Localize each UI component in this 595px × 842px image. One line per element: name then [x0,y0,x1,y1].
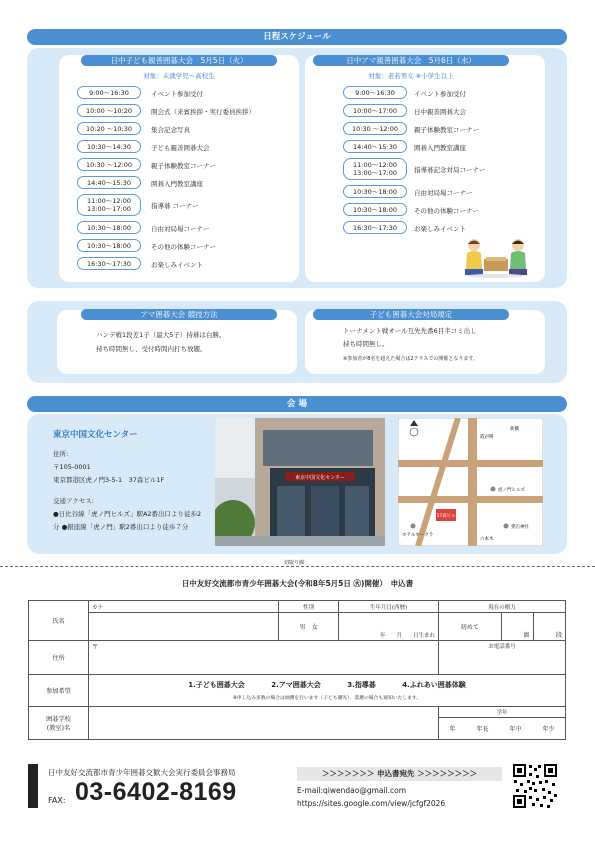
kids-target: 対象：未就学児〜高校生 [143,72,215,80]
school-field[interactable] [89,707,439,740]
fax-label: FAX: [48,796,66,805]
schedule-banner: 日程スケジュール [27,29,567,45]
time-slot: 10:30 〜12:00 [77,158,141,171]
grade-junior-kindergarten[interactable]: 年少 [542,726,555,733]
grade-options[interactable] [439,718,566,740]
event-name: 日中親善囲碁大会 [414,107,466,116]
time-slot: 14:40〜15:30 [343,140,407,153]
address-field[interactable] [89,641,439,675]
footer-accent-bar [28,764,38,808]
event-name: お楽しみイベント [414,224,466,233]
map-kasumigaseki-label: 霞が関 [480,435,494,440]
website-url[interactable]: https://sites.google.com/view/jcfgf2026 [297,799,446,808]
birth-label: 生年月日(西暦) [339,601,439,613]
form-title: 日中友好交流都市青少年囲碁大会(令和8年5月5日 ㊋)開催） 申込書 [181,579,414,588]
event-name: 囲碁入門教室講座 [151,179,203,188]
option-teaching-game[interactable]: 3.指導碁 [347,681,376,689]
strength-first[interactable]: 初めて [439,613,502,641]
cut-line-label: 切取り線 [281,559,307,566]
amateur-target: 対象：老若男女 ※小学生以上 [368,72,454,80]
time-slot: 9:00〜16:30 [77,86,141,99]
strength-kyu[interactable]: 級 [501,613,533,641]
option-go-experience[interactable]: 4.ふれあい囲碁体験 [402,681,466,689]
option-kids-tournament[interactable]: 1.子ども囲碁大会 [188,681,245,689]
access-map [398,418,543,546]
gender-field[interactable]: 男 女 [279,613,339,641]
grade-middle-kindergarten[interactable]: 年中 [509,726,522,733]
venue-access: ●日比谷線「虎ノ門ヒルズ」駅A2番出口より徒歩2分 ●銀座線「虎ノ門」駅2番出口より徒歩７分 [53,510,202,531]
footer-org: 日中友好交流都市青少年囲碁交歓大会実行委員会事務局 [48,768,236,777]
event-name: 親子体験教室コーナー [414,125,479,134]
event-name: その他の体験コーナー [414,206,479,215]
event-name: 集合記念写真 [151,125,190,134]
wish-options[interactable] [89,675,566,707]
event-name: イベント参加受付 [414,89,466,98]
grade-senior-kindergarten[interactable]: 年長 [476,726,489,733]
application-destination: ＞＞＞＞＞＞＞ 申込書宛先 ＞＞＞＞＞＞＞＞ [297,767,502,781]
name-label: 氏名 [29,601,89,641]
time-slot: 10:00 〜10:20 [77,104,141,117]
school-label: 囲碁学校 (教室)名 [29,707,89,740]
event-name: 指導碁 コーナー [151,202,199,210]
time-slot: 10:30〜18:00 [77,239,141,252]
map-hotel-okura-label: ホテルオークラ [402,533,434,538]
kids-rules-text: トーナメント戦オール互先先番6目半コミ出し 持ち時間無し。 [343,327,477,348]
venue-access-label: 交通アクセス: [53,497,94,505]
venue-address: 東京都港区虎ノ門3-5-1 37森ビル1F [53,476,165,484]
amateur-rules-text: ハンデ戦1段差1子（最大5子）持碁は白勝。 持ち時間無し、受付時間内打ち放題。 [96,331,226,353]
time-slot: 16:30〜17:30 [343,221,407,234]
map-37mori-label: 37森ビル [436,514,456,519]
application-form-table [28,600,566,740]
fax-number: 03-6402-8169 [75,778,237,806]
venue-building-photo [215,418,385,546]
event-name: 自由対局場コーナー [151,224,210,233]
children-playing-go-illustration [462,235,530,279]
map-toranomon-hills-label: 虎ノ門ヒルズ [498,488,525,493]
event-name: 自由対局場コーナー [414,188,473,197]
kids-rules-note: ※参加者が8名を超えた場合は2クラスでの開催となります。 [343,356,479,362]
event-name: 親子体験教室コーナー [151,161,216,170]
name-field[interactable] [89,613,279,641]
address-label: 住所 [29,641,89,675]
time-slot: 14:40〜15:30 [77,176,141,189]
amateur-rules-header: アマ囲碁大会 競技方法 [81,309,277,320]
event-name: 囲碁入門教室講座 [414,143,466,152]
venue-banner: 会 場 [27,396,567,412]
amateur-schedule-header: 日中アマ親善囲碁大会 5月6日（水） [313,55,509,66]
event-name: 指導碁記念対局コーナー [414,166,486,174]
phone-label: お電話番号 [488,644,516,650]
time-slot: 10:00〜17:00 [343,104,407,117]
kids-rules-header: 子ども囲碁大会対局規定 [313,309,509,320]
wish-note: ※申し込み多数の場合は抽選を行います（子ども優先）、落選の場合も通知いたします。 [232,696,422,701]
grade-year[interactable]: 年 [449,726,456,733]
cut-line [0,566,595,567]
event-name: その他の体験コーナー [151,242,216,251]
time-slot: 11:00〜12:00 13:00〜17:00 [343,158,407,180]
event-name: イベント参加受付 [151,89,203,98]
venue-address-label: 住所: [53,450,69,458]
time-slot: 10:30〜18:00 [343,203,407,216]
time-slot: 10:30 〜12:00 [343,122,407,135]
map-roppongi-label: 六本木 [480,537,494,542]
qr-code-icon[interactable] [512,763,558,809]
venue-postal: 〒105-0001 [53,463,91,471]
birth-field[interactable]: 年 月 日生まれ [339,613,439,641]
kana-label: カナ [89,601,279,613]
option-amateur-tournament[interactable]: 2.アマ囲碁大会 [271,681,321,689]
event-name: 開会式（来賓挨拶・実行委員挨拶） [151,107,255,116]
event-name: 子ども親善囲碁大会 [151,143,210,152]
time-slot: 16:30〜17:30 [77,257,141,270]
email-address[interactable]: E-mail:qiwendao@gmail.com [297,786,407,795]
time-slot: 11:00〜12:00 13:00〜17:00 [77,194,141,216]
strength-label: 現在の棋力 [439,601,566,613]
venue-photo-sign: 東京中国文化センター [295,475,345,481]
time-slot: 9:00〜16:30 [343,86,407,99]
postal-mark: 〒 [92,644,99,651]
time-slot: 10:30〜18:00 [343,185,407,198]
time-slot: 10:30〜18:00 [77,221,141,234]
event-name: お楽しみイベント [151,260,203,269]
venue-name: 東京中国文化センター [53,430,138,440]
time-slot: 10:30〜14:30 [77,140,141,153]
strength-dan[interactable]: 段 [533,613,565,641]
map-shimbashi-label: 新橋 [510,427,519,432]
phone-field[interactable] [439,641,566,675]
grade-label: 学年 [439,707,566,718]
gender-label: 性別 [279,601,339,613]
time-slot: 10:20 〜10:30 [77,122,141,135]
kids-schedule-header: 日中子ども親善囲碁大会 5月5日（火） [81,55,277,66]
map-atago-shrine-label: 愛宕神社 [511,525,529,530]
wish-label: 参加希望 [29,675,89,707]
